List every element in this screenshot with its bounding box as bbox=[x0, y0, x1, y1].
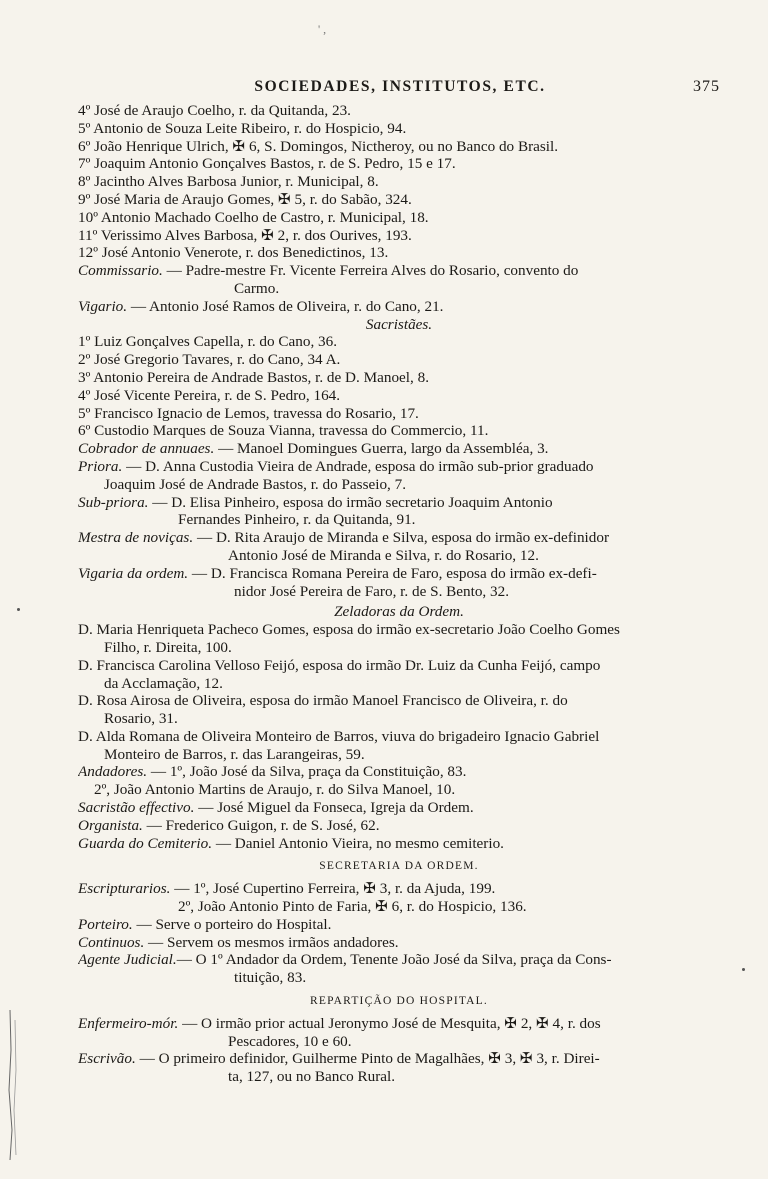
sacristaes-heading: Sacristães. bbox=[365, 315, 433, 333]
page-body bbox=[78, 102, 720, 1086]
agente-entry bbox=[78, 951, 720, 969]
header-title: SOCIEDADES, INSTITUTOS, ETC. bbox=[254, 78, 546, 95]
priora-text: — D. Anna Custodia Vieira de Andrade, esposa do irmão sub-prior graduado bbox=[122, 457, 594, 475]
zeladora-continuation: Rosario, 31. bbox=[104, 710, 178, 728]
zeladora-line: D. Alda Romana de Oliveira Monteiro de Barros, viuva do brigadeiro Ignacio Gabriel bbox=[78, 727, 600, 745]
vigario-text: — Antonio José Ramos de Oliveira, r. do Cano, 21. bbox=[127, 297, 444, 315]
enfermeiro-label: Enfermeiro-mór. bbox=[78, 1014, 179, 1032]
member-line: 12º José Antonio Venerote, r. dos Benedictinos, 13. bbox=[78, 244, 389, 262]
sacristao-line: 1º Luiz Gonçalves Capella, r. do Cano, 36. bbox=[78, 333, 338, 351]
continuos-label: Continuos. bbox=[78, 933, 145, 951]
sacristao-line: 6º Custodio Marques de Souza Vianna, travessa do Commercio, 11. bbox=[78, 422, 489, 440]
mestra-entry bbox=[78, 529, 720, 547]
priora-continuation: Joaquim José de Andrade Bastos, r. do Passeio, 7. bbox=[104, 475, 407, 493]
margin-speck bbox=[17, 608, 20, 611]
hospital-heading: REPARTIÇÃO DO HOSPITAL. bbox=[310, 995, 488, 1008]
escripturarios-entry bbox=[78, 880, 720, 898]
porteiro-label: Porteiro. bbox=[78, 915, 133, 933]
zeladora-continuation: da Acclamação, 12. bbox=[104, 674, 223, 692]
andadores-entry bbox=[78, 763, 720, 781]
continuos-text: — Servem os mesmos irmãos andadores. bbox=[144, 933, 399, 951]
sacristao-line: 3º Antonio Pereira de Andrade Bastos, r. de D. Manoel, 8. bbox=[78, 368, 430, 386]
sacristao-effectivo-label: Sacristão effectivo. bbox=[78, 799, 195, 817]
organista-text: — Frederico Guigon, r. de S. José, 62. bbox=[142, 816, 380, 834]
commissario-text: — Padre-mestre Fr. Vicente Ferreira Alves do Rosario, convento do bbox=[162, 262, 579, 280]
zeladora-line: D. Francisca Carolina Velloso Feijó, esposa do irmão Dr. Luiz da Cunha Feijó, campo bbox=[78, 656, 601, 674]
enfermeiro-continuation: Pescadores, 10 e 60. bbox=[228, 1032, 352, 1050]
escrivao-entry bbox=[78, 1050, 720, 1068]
zeladoras-heading: Zeladoras da Ordem. bbox=[334, 603, 464, 621]
secretaria-heading: SECRETARIA DA ORDEM. bbox=[319, 860, 479, 873]
guarda-label: Guarda do Cemiterio. bbox=[78, 834, 213, 852]
binding-edge-marks bbox=[6, 1010, 20, 1160]
priora-label: Priora. bbox=[78, 457, 123, 475]
commissario-label: Commissario. bbox=[78, 262, 163, 280]
vigaria-entry bbox=[78, 565, 720, 583]
page-number: 375 bbox=[693, 78, 720, 95]
escrivao-label: Escrivão. bbox=[78, 1050, 136, 1068]
enfermeiro-entry bbox=[78, 1015, 720, 1033]
andadores-continuation: 2º, João Antonio Martins de Araujo, r. do Silva Manoel, 10. bbox=[94, 781, 456, 799]
binding-stroke bbox=[9, 1010, 12, 1160]
escripturarios-label: Escripturarios. bbox=[78, 880, 171, 898]
enfermeiro-text: — O irmão prior actual Jeronymo José de Mesquita, ✠ 2, ✠ 4, r. dos bbox=[178, 1014, 601, 1032]
vigaria-continuation: nidor José Pereira de Faro, r. de S. Bento, 32. bbox=[234, 582, 510, 600]
zeladora-line: D. Rosa Airosa de Oliveira, esposa do irmão Manoel Francisco de Oliveira, r. do bbox=[78, 692, 568, 710]
zeladora-continuation: Filho, r. Direita, 100. bbox=[104, 638, 232, 656]
mestra-label: Mestra de noviças. bbox=[78, 529, 194, 547]
subpriora-label: Sub-priora. bbox=[78, 493, 149, 511]
member-line: 6º João Henrique Ulrich, ✠ 6, S. Domingos, Nictheroy, ou no Banco do Brasil. bbox=[78, 137, 559, 155]
escrivao-text: — O primeiro definidor, Guilherme Pinto de Magalhães, ✠ 3, ✠ 3, r. Direi- bbox=[135, 1050, 600, 1068]
commissario-entry bbox=[78, 262, 720, 280]
top-mark: ' , bbox=[318, 22, 327, 36]
sacristao-line: 5º Francisco Ignacio de Lemos, travessa do Rosario, 17. bbox=[78, 404, 419, 422]
commissario-continuation: Carmo. bbox=[234, 279, 280, 297]
subpriora-continuation: Fernandes Pinheiro, r. da Quitanda, 91. bbox=[178, 511, 416, 529]
vigaria-text: — D. Francisca Romana Pereira de Faro, esposa do irmão ex-defi- bbox=[188, 564, 597, 582]
continuos-entry bbox=[78, 934, 720, 952]
vigario-entry bbox=[78, 298, 720, 316]
priora-entry bbox=[78, 458, 720, 476]
member-line: 5º Antonio de Souza Leite Ribeiro, r. do Hospicio, 94. bbox=[78, 119, 407, 137]
mestra-continuation: Antonio José de Miranda e Silva, r. do Rosario, 12. bbox=[228, 546, 539, 564]
binding-stroke bbox=[14, 1020, 16, 1155]
sacristao-line: 4º José Vicente Pereira, r. de S. Pedro, 164. bbox=[78, 386, 341, 404]
organista-label: Organista. bbox=[78, 816, 143, 834]
guarda-entry bbox=[78, 835, 720, 853]
porteiro-text: — Serve o porteiro do Hospital. bbox=[132, 915, 332, 933]
member-line: 9º José Maria de Araujo Gomes, ✠ 5, r. do Sabão, 324. bbox=[78, 190, 412, 208]
cobrador-entry bbox=[78, 440, 720, 458]
escrivao-continuation: ta, 127, ou no Banco Rural. bbox=[228, 1068, 396, 1086]
subpriora-text: — D. Elisa Pinheiro, esposa do irmão secretario Joaquim Antonio bbox=[148, 493, 553, 511]
member-line: 4º José de Araujo Coelho, r. da Quitanda, 23. bbox=[78, 102, 351, 119]
agente-label: Agente Judicial. bbox=[78, 951, 177, 969]
member-line: 11º Verissimo Alves Barbosa, ✠ 2, r. dos Ourives, 193. bbox=[78, 226, 412, 244]
subpriora-entry bbox=[78, 494, 720, 512]
mestra-text: — D. Rita Araujo de Miranda e Silva, esposa do irmão ex-definidor bbox=[193, 529, 610, 547]
agente-text: — O 1º Andador da Ordem, Tenente João José da Silva, praça da Cons- bbox=[176, 951, 612, 969]
sacristao-line: 2º José Gregorio Tavares, r. do Cano, 34 A. bbox=[78, 351, 341, 369]
sacristao-effectivo-text: — José Miguel da Fonseca, Igreja da Ordem. bbox=[194, 799, 474, 817]
member-line: 7º Joaquim Antonio Gonçalves Bastos, r. de S. Pedro, 15 e 17. bbox=[78, 155, 456, 173]
organista-entry bbox=[78, 817, 720, 835]
margin-speck bbox=[742, 968, 745, 971]
zeladora-line: D. Maria Henriqueta Pacheco Gomes, esposa do irmão ex-secretario João Coelho Gomes bbox=[78, 621, 620, 639]
guarda-text: — Daniel Antonio Vieira, no mesmo cemiterio. bbox=[212, 834, 504, 852]
cobrador-label: Cobrador de annuaes. bbox=[78, 440, 215, 458]
agente-continuation: tituição, 83. bbox=[234, 969, 307, 987]
sacristao-effectivo-entry bbox=[78, 799, 720, 817]
escripturarios-text: — 1º, José Cupertino Ferreira, ✠ 3, r. da Ajuda, 199. bbox=[170, 880, 496, 898]
member-line: 8º Jacintho Alves Barbosa Junior, r. Municipal, 8. bbox=[78, 173, 379, 191]
vigaria-label: Vigaria da ordem. bbox=[78, 564, 189, 582]
page-header bbox=[80, 78, 720, 100]
andadores-text: — 1º, João José da Silva, praça da Constituição, 83. bbox=[147, 763, 467, 781]
zeladora-continuation: Monteiro de Barros, r. das Larangeiras, 59. bbox=[104, 745, 365, 763]
member-line: 10º Antonio Machado Coelho de Castro, r. Municipal, 18. bbox=[78, 208, 429, 226]
cobrador-text: — Manoel Domingues Guerra, largo da Assembléa, 3. bbox=[214, 440, 549, 458]
andadores-label: Andadores. bbox=[78, 763, 148, 781]
escripturarios-continuation: 2º, João Antonio Pinto de Faria, ✠ 6, r. do Hospicio, 136. bbox=[178, 898, 527, 916]
porteiro-entry bbox=[78, 916, 720, 934]
vigario-label: Vigario. bbox=[78, 297, 128, 315]
